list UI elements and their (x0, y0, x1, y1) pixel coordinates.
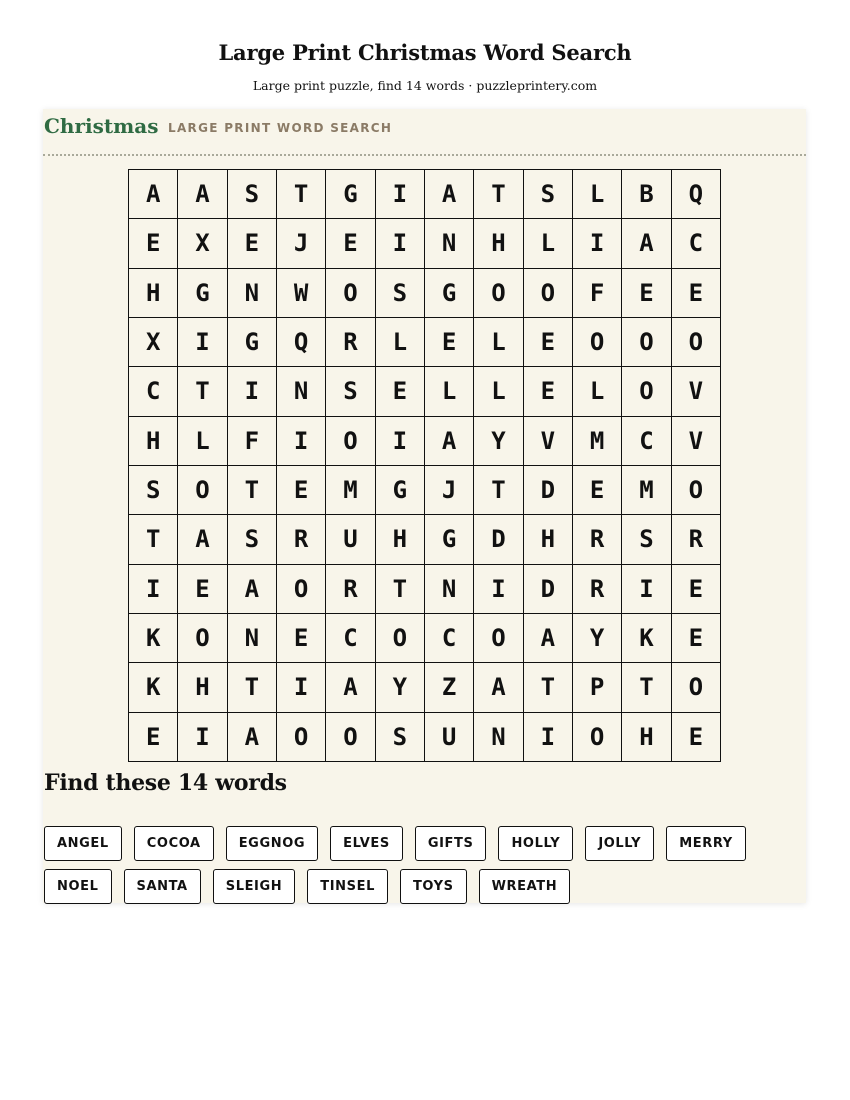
word-chip[interactable]: COCOA (134, 826, 214, 861)
grid-cell[interactable]: S (622, 515, 671, 564)
grid-cell[interactable]: E (622, 269, 671, 318)
grid-cell[interactable]: O (326, 713, 375, 762)
grid-cell[interactable]: N (228, 614, 277, 663)
word-chip[interactable]: SLEIGH (213, 869, 296, 904)
grid-cell[interactable]: O (178, 466, 227, 515)
grid-cell[interactable]: A (228, 713, 277, 762)
grid-cell[interactable]: H (129, 269, 178, 318)
grid-cell[interactable]: D (474, 515, 523, 564)
grid-cell[interactable]: A (474, 663, 523, 712)
grid-cell[interactable]: I (622, 565, 671, 614)
grid-cell[interactable]: Z (425, 663, 474, 712)
grid-cell[interactable]: C (425, 614, 474, 663)
grid-cell[interactable]: E (524, 318, 573, 367)
grid-cell[interactable]: H (474, 219, 523, 268)
grid-cell[interactable]: O (622, 367, 671, 416)
grid-cell[interactable]: T (178, 367, 227, 416)
grid-cell[interactable]: L (376, 318, 425, 367)
grid-cell[interactable]: E (425, 318, 474, 367)
grid-cell[interactable]: I (228, 367, 277, 416)
grid-cell[interactable]: J (425, 466, 474, 515)
grid-cell[interactable]: L (178, 417, 227, 466)
grid-cell[interactable]: A (178, 515, 227, 564)
grid-cell[interactable]: F (228, 417, 277, 466)
grid-cell[interactable]: U (326, 515, 375, 564)
grid-cell[interactable]: X (129, 318, 178, 367)
word-chip[interactable]: MERRY (666, 826, 746, 861)
grid-cell[interactable]: D (524, 565, 573, 614)
grid-cell[interactable]: N (425, 565, 474, 614)
grid-cell[interactable]: O (573, 713, 622, 762)
grid-cell[interactable]: G (228, 318, 277, 367)
grid-cell[interactable]: S (376, 713, 425, 762)
grid-cell[interactable]: I (573, 219, 622, 268)
grid-cell[interactable]: I (376, 219, 425, 268)
grid-cell[interactable]: I (277, 417, 326, 466)
grid-cell[interactable]: E (178, 565, 227, 614)
grid-cell[interactable]: S (228, 515, 277, 564)
card-header (43, 109, 806, 156)
grid-cell[interactable]: E (672, 614, 721, 663)
grid-cell[interactable]: A (326, 663, 375, 712)
grid-cell[interactable]: N (474, 713, 523, 762)
word-chip[interactable]: EGGNOG (226, 826, 318, 861)
grid-cell[interactable]: S (524, 170, 573, 219)
grid-cell[interactable]: V (672, 367, 721, 416)
grid-cell[interactable]: T (622, 663, 671, 712)
word-list (44, 826, 784, 904)
grid-cell[interactable]: A (425, 417, 474, 466)
grid-cell[interactable]: G (178, 269, 227, 318)
grid-cell[interactable]: O (524, 269, 573, 318)
puzzle-card (43, 109, 806, 903)
grid-cell[interactable]: W (277, 269, 326, 318)
grid-cell[interactable]: O (672, 663, 721, 712)
grid-cell[interactable]: E (326, 219, 375, 268)
grid-cell[interactable]: E (277, 466, 326, 515)
grid-cell[interactable]: H (178, 663, 227, 712)
grid-cell[interactable]: J (277, 219, 326, 268)
grid-cell[interactable]: C (672, 219, 721, 268)
word-chip[interactable]: WREATH (479, 869, 571, 904)
grid-cell[interactable]: V (524, 417, 573, 466)
word-chip[interactable]: JOLLY (585, 826, 654, 861)
word-list-heading: Find these 14 words (44, 770, 287, 796)
grid-cell[interactable]: T (524, 663, 573, 712)
card-kicker: LARGE PRINT WORD SEARCH (168, 121, 393, 135)
grid-cell[interactable]: A (524, 614, 573, 663)
grid-cell[interactable]: O (474, 269, 523, 318)
grid-cell[interactable]: G (376, 466, 425, 515)
grid-cell[interactable]: O (672, 466, 721, 515)
grid-cell[interactable]: O (326, 417, 375, 466)
grid-cell[interactable]: E (129, 713, 178, 762)
grid-cell[interactable]: Y (573, 614, 622, 663)
grid-cell[interactable]: R (326, 318, 375, 367)
grid-cell[interactable]: O (672, 318, 721, 367)
grid-cell[interactable]: A (129, 170, 178, 219)
grid-cell[interactable]: G (326, 170, 375, 219)
grid-cell[interactable]: L (573, 170, 622, 219)
grid-cell[interactable]: I (277, 663, 326, 712)
grid-cell[interactable]: L (474, 367, 523, 416)
word-chip[interactable]: TOYS (400, 869, 467, 904)
grid-cell[interactable]: X (178, 219, 227, 268)
card-title: Christmas (44, 114, 159, 138)
page-subtitle: Large print puzzle, find 14 words · puzzleprintery.com (252, 78, 598, 93)
grid-cell[interactable]: I (178, 713, 227, 762)
grid-cell[interactable]: Y (474, 417, 523, 466)
grid-cell[interactable]: A (622, 219, 671, 268)
grid-cell[interactable]: E (672, 269, 721, 318)
grid-cell[interactable]: C (129, 367, 178, 416)
grid-cell[interactable]: O (622, 318, 671, 367)
grid-cell[interactable]: H (376, 515, 425, 564)
grid-cell[interactable]: E (573, 466, 622, 515)
grid-cell[interactable]: V (672, 417, 721, 466)
grid-cell[interactable]: A (228, 565, 277, 614)
grid-cell[interactable]: R (672, 515, 721, 564)
grid-cell[interactable]: O (277, 565, 326, 614)
grid-cell[interactable]: H (622, 713, 671, 762)
grid-cell[interactable]: E (524, 367, 573, 416)
grid-cell[interactable]: T (277, 170, 326, 219)
grid-cell[interactable]: N (277, 367, 326, 416)
grid-cell[interactable]: Y (376, 663, 425, 712)
grid-cell[interactable]: P (573, 663, 622, 712)
word-chip[interactable]: ELVES (330, 826, 403, 861)
grid-cell[interactable]: L (425, 367, 474, 416)
grid-cell[interactable]: M (326, 466, 375, 515)
grid-cell[interactable]: I (524, 713, 573, 762)
grid-cell[interactable]: E (376, 367, 425, 416)
grid-cell[interactable]: E (277, 614, 326, 663)
grid-cell[interactable]: O (326, 269, 375, 318)
grid-cell[interactable]: L (474, 318, 523, 367)
grid-cell[interactable]: R (326, 565, 375, 614)
grid-cell[interactable]: I (376, 417, 425, 466)
grid-cell[interactable]: T (129, 515, 178, 564)
grid-cell[interactable]: L (524, 219, 573, 268)
page-title: Large Print Christmas Word Search (218, 40, 632, 65)
grid-cell[interactable]: T (474, 170, 523, 219)
grid-cell[interactable]: G (425, 515, 474, 564)
word-chip[interactable]: NOEL (44, 869, 112, 904)
grid-cell[interactable]: S (326, 367, 375, 416)
grid-cell[interactable]: E (672, 713, 721, 762)
grid-cell[interactable]: E (129, 219, 178, 268)
word-chip[interactable]: TINSEL (307, 869, 388, 904)
grid-cell[interactable]: N (425, 219, 474, 268)
grid-cell[interactable]: F (573, 269, 622, 318)
grid-cell[interactable]: L (573, 367, 622, 416)
grid-cell[interactable]: R (277, 515, 326, 564)
grid-cell[interactable]: S (129, 466, 178, 515)
grid-cell[interactable]: O (178, 614, 227, 663)
grid-cell[interactable]: K (129, 663, 178, 712)
grid-cell[interactable]: U (425, 713, 474, 762)
grid-cell[interactable]: T (228, 466, 277, 515)
grid-cell[interactable]: T (376, 565, 425, 614)
letter-grid (128, 169, 721, 762)
word-chip[interactable]: ANGEL (44, 826, 122, 861)
grid-cell[interactable]: S (228, 170, 277, 219)
grid-cell[interactable]: I (474, 565, 523, 614)
grid-cell[interactable]: G (425, 269, 474, 318)
grid-cell[interactable]: T (474, 466, 523, 515)
grid-cell[interactable]: H (129, 417, 178, 466)
grid-cell[interactable]: A (178, 170, 227, 219)
grid-cell[interactable]: I (178, 318, 227, 367)
grid-cell[interactable]: R (573, 515, 622, 564)
grid-cell[interactable]: Q (672, 170, 721, 219)
grid-cell[interactable]: E (672, 565, 721, 614)
word-chip[interactable]: GIFTS (415, 826, 487, 861)
grid-cell[interactable]: B (622, 170, 671, 219)
word-chip[interactable]: HOLLY (498, 826, 573, 861)
grid-cell[interactable]: O (376, 614, 425, 663)
word-chip[interactable]: SANTA (124, 869, 201, 904)
grid-cell[interactable]: A (425, 170, 474, 219)
grid-cell[interactable]: Q (277, 318, 326, 367)
grid-cell[interactable]: C (326, 614, 375, 663)
grid-cell[interactable]: S (376, 269, 425, 318)
grid-cell[interactable]: M (573, 417, 622, 466)
grid-cell[interactable]: E (228, 219, 277, 268)
grid-cell[interactable]: O (277, 713, 326, 762)
grid-cell[interactable]: D (524, 466, 573, 515)
grid-cell[interactable]: I (129, 565, 178, 614)
grid-cell[interactable]: N (228, 269, 277, 318)
grid-cell[interactable]: T (228, 663, 277, 712)
grid-cell[interactable]: O (573, 318, 622, 367)
grid-cell[interactable]: O (474, 614, 523, 663)
grid-cell[interactable]: H (524, 515, 573, 564)
grid-cell[interactable]: M (622, 466, 671, 515)
grid-cell[interactable]: C (622, 417, 671, 466)
grid-cell[interactable]: R (573, 565, 622, 614)
grid-cell[interactable]: K (622, 614, 671, 663)
grid-cell[interactable]: K (129, 614, 178, 663)
grid-cell[interactable]: I (376, 170, 425, 219)
